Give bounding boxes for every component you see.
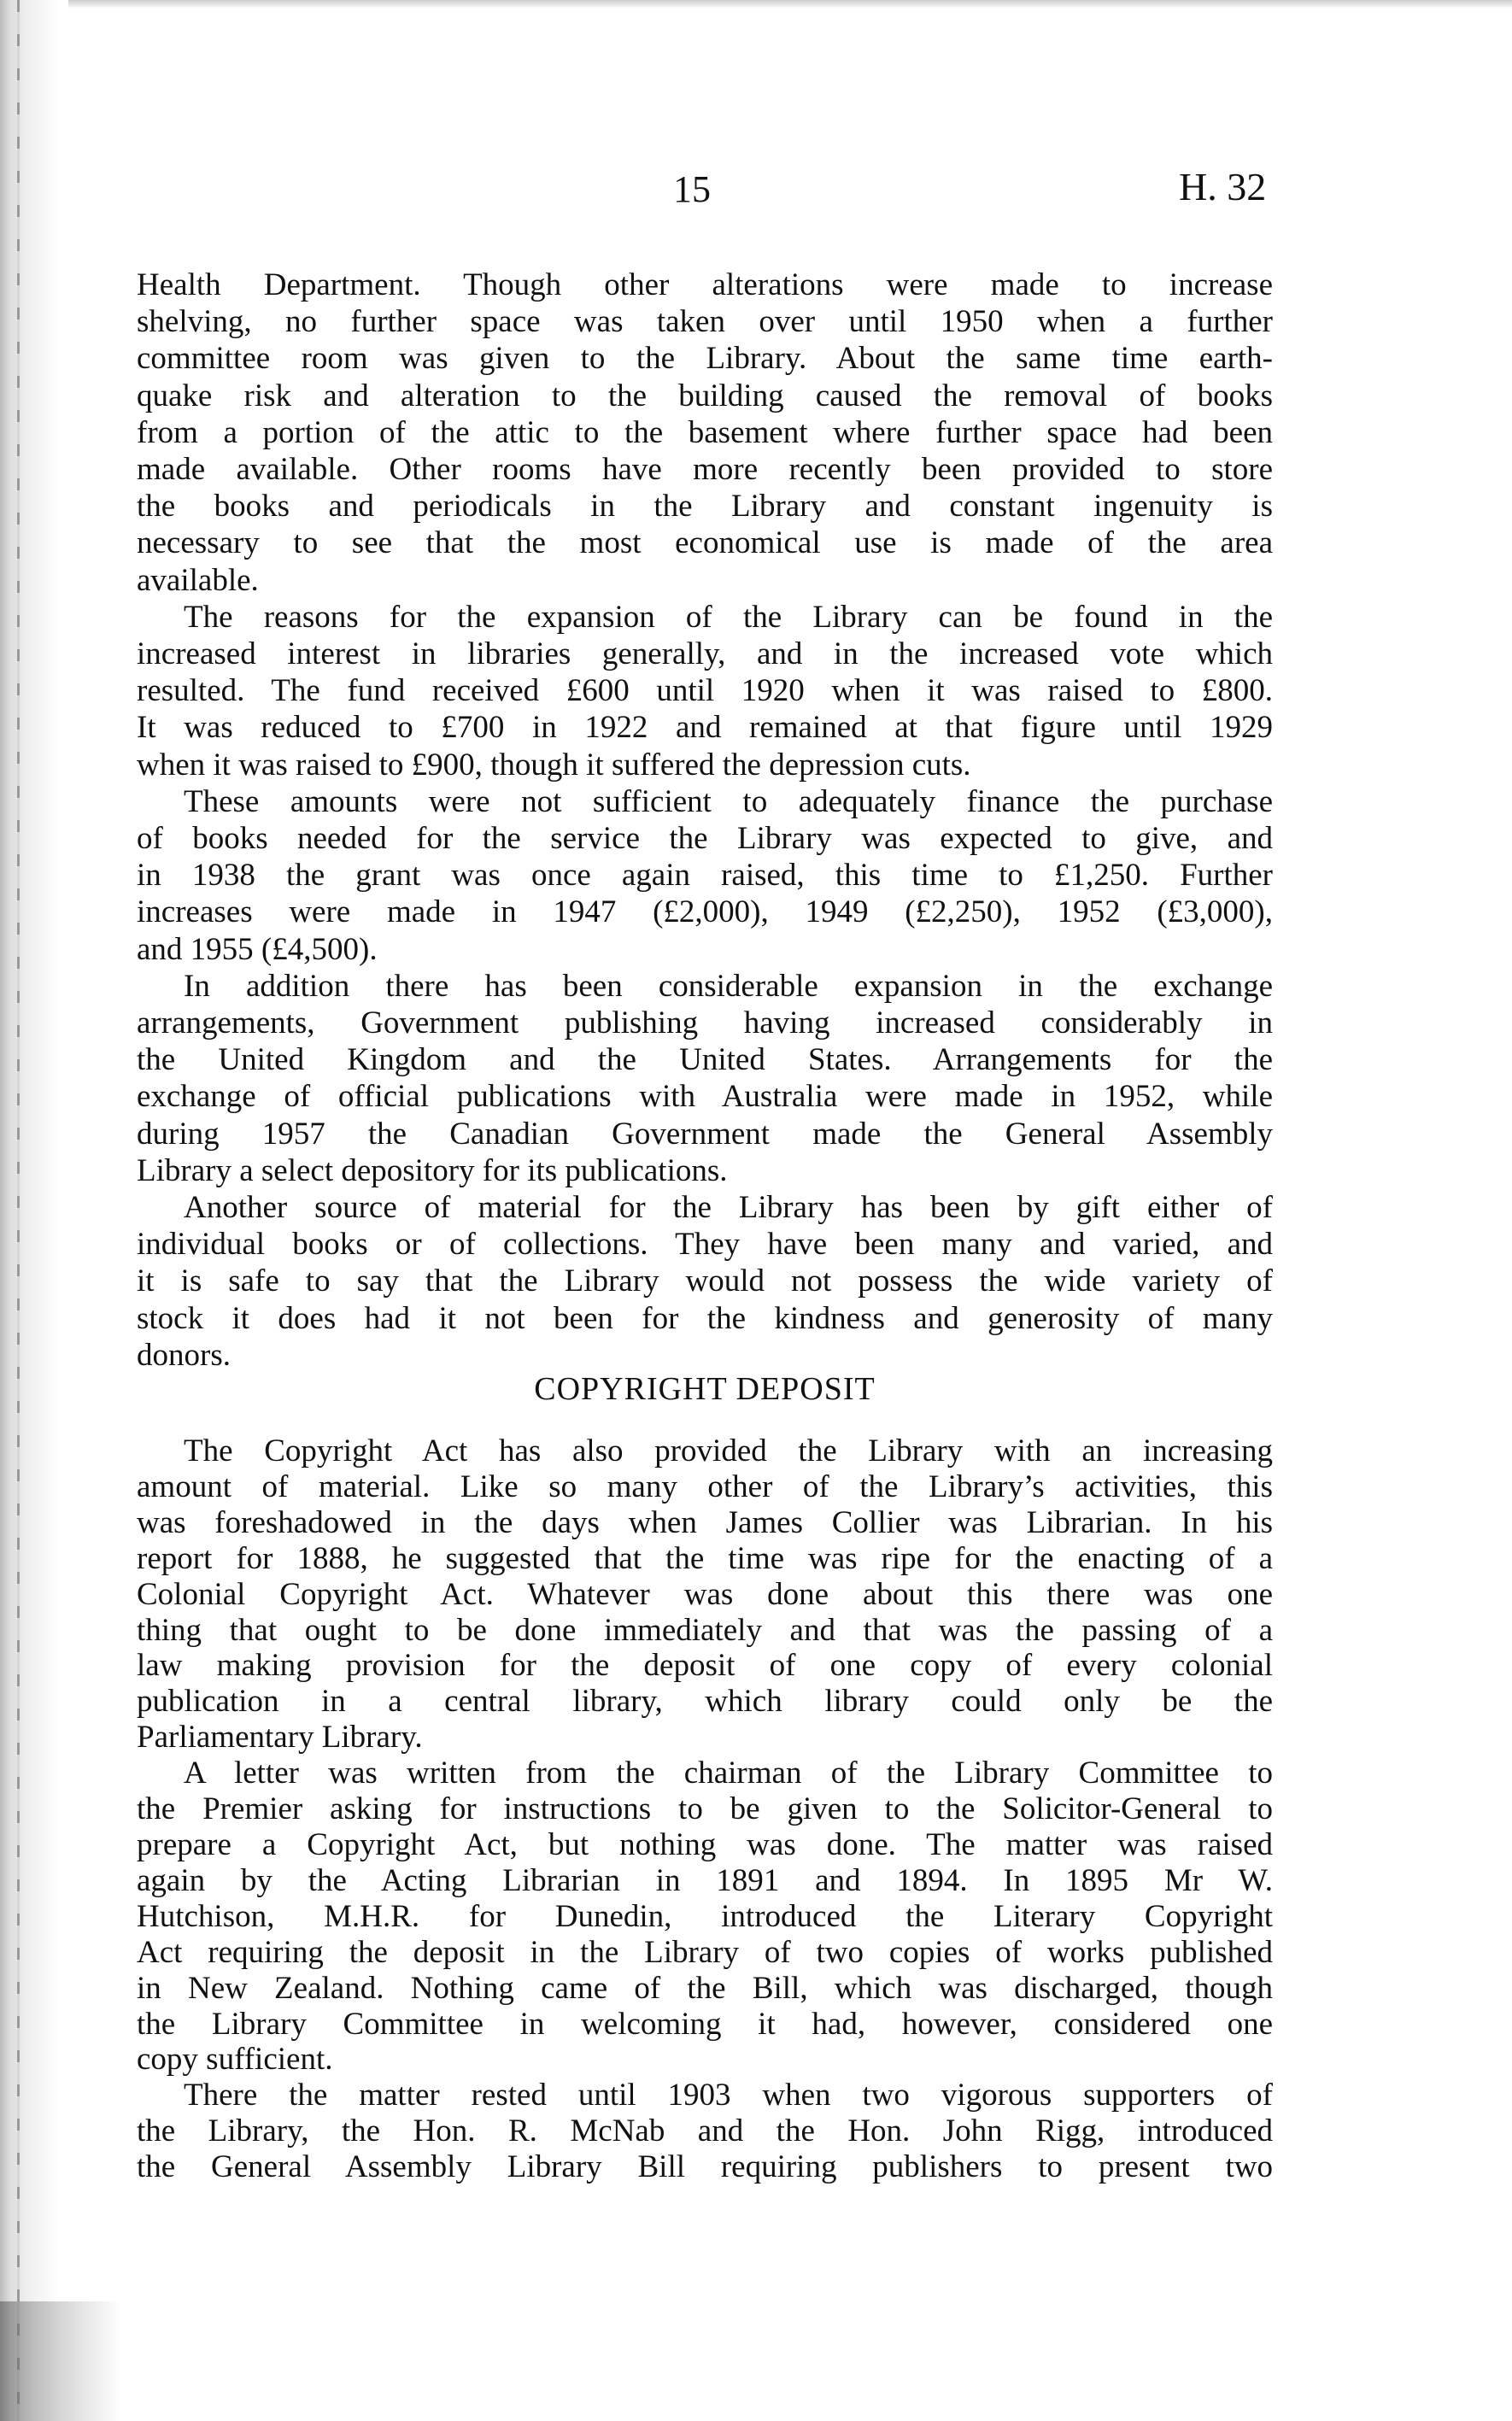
text-line: available. [137,562,259,598]
text-line: resulted. The fund received £600 until 1920 when it was raised to £800. [137,673,1273,709]
paragraph [137,783,1273,968]
text-line: Act requiring the deposit in the Library of two copies of works published [137,1934,1273,1970]
text-line: in 1938 the grant was once again raised, this time to £1,250. Further [137,858,1273,894]
text-line: when it was raised to £900, though it suffered the depression cuts. [137,747,971,783]
text-line: copy sufficient. [137,2042,333,2078]
text-line: increases were made in 1947 (£2,000), 1949 (£2,250), 1952 (£3,000), [137,894,1273,930]
scan-binding-shadow [0,0,60,2421]
text-line: A letter was written from the chairman of the Library Committee to [184,1756,1273,1791]
text-line: Colonial Copyright Act. Whatever was done about this there was one [137,1576,1273,1612]
page-number: 15 [673,168,711,210]
text-line: exchange of official publications with Australia were made in 1952, while [137,1079,1273,1115]
text-line: arrangements, Government publishing having increased considerably in [137,1005,1273,1041]
text-line: stock it does had it not been for the kindness and generosity of many [137,1300,1273,1336]
text-line: it is safe to say that the Library would not possess the wide variety of [137,1263,1273,1299]
scan-binding-corner [0,2301,120,2421]
text-line: the General Assembly Library Bill requiring publishers to present two [137,2149,1273,2185]
paragraph [137,1189,1273,1374]
section-heading: COPYRIGHT DEPOSIT [534,1371,876,1407]
text-line: in New Zealand. Nothing came of the Bill, which was discharged, though [137,1970,1273,2006]
text-line: again by the Acting Librarian in 1891 and 1894. In 1895 Mr W. [137,1862,1273,1898]
text-line: from a portion of the attic to the basement where further space had been [137,414,1273,450]
text-line: was foreshadowed in the days when James Collier was Librarian. In his [137,1504,1273,1540]
text-line: publication in a central library, which library could only be the [137,1684,1273,1720]
text-line: Another source of material for the Library has been by gift either of [184,1190,1273,1226]
text-line: Library a select depository for its publications. [137,1152,728,1188]
text-line: the books and periodicals in the Library and constant ingenuity is [137,489,1273,525]
text-line: report for 1888, he suggested that the time was ripe for the enacting of a [137,1540,1273,1576]
document-reference: H. 32 [1179,165,1267,208]
text-line: of books needed for the service the Library was expected to give, and [137,821,1273,857]
text-line: the Premier asking for instructions to be given to the Solicitor-General to [137,1791,1273,1827]
text-line: individual books or of collections. They have been many and varied, and [137,1227,1273,1263]
text-line: donors. [137,1337,231,1373]
body-text-section-1 [137,267,1273,1374]
paragraph [137,2078,1273,2185]
text-line: amount of material. Like so many other of the Library’s activities, this [137,1468,1273,1504]
paragraph [137,1756,1273,2078]
text-line: It was reduced to £700 in 1922 and remained at that figure until 1929 [137,710,1273,746]
body-text-section-2 [137,1433,1273,2185]
text-line: There the matter rested until 1903 when two vigorous supporters of [184,2078,1273,2113]
text-line: and 1955 (£4,500). [137,931,378,967]
text-line: The reasons for the expansion of the Library can be found in the [184,599,1273,635]
text-line: the United Kingdom and the United States. Arrangements for the [137,1042,1273,1078]
text-line: In addition there has been considerable expansion in the exchange [184,968,1273,1004]
text-line: necessary to see that the most economical use is made of the area [137,525,1273,561]
text-line: the Library Committee in welcoming it had, however, considered one [137,2006,1273,2042]
text-line: during 1957 the Canadian Government made the General Assembly [137,1116,1273,1152]
text-line: the Library, the Hon. R. McNab and the Hon. John Rigg, introduced [137,2113,1273,2149]
text-line: committee room was given to the Library. About the same time earth- [137,341,1273,377]
scan-binding-edge [17,0,20,2421]
scan-top-edge [68,0,1512,9]
text-line: made available. Other rooms have more recently been provided to store [137,452,1273,488]
text-line: These amounts were not sufficient to adequately finance the purchase [184,783,1273,819]
paragraph [137,599,1273,783]
text-line: quake risk and alteration to the building caused the removal of books [137,378,1273,413]
text-line: prepare a Copyright Act, but nothing was done. The matter was raised [137,1826,1273,1862]
text-line: Parliamentary Library. [137,1720,423,1756]
text-line: increased interest in libraries generally, and in the increased vote which [137,636,1273,672]
text-line: thing that ought to be done immediately and that was the passing of a [137,1612,1273,1648]
text-line: law making provision for the deposit of one copy of every colonial [137,1648,1273,1684]
text-line: The Copyright Act has also provided the Library with an increasing [184,1433,1273,1468]
paragraph [137,1433,1273,1756]
text-line: Hutchison, M.H.R. for Dunedin, introduced the Literary Copyright [137,1898,1273,1934]
text-line: shelving, no further space was taken over until 1950 when a further [137,304,1273,340]
paragraph [137,968,1273,1189]
text-line: Health Department. Though other alterations were made to increase [137,267,1273,302]
paragraph [137,267,1273,599]
